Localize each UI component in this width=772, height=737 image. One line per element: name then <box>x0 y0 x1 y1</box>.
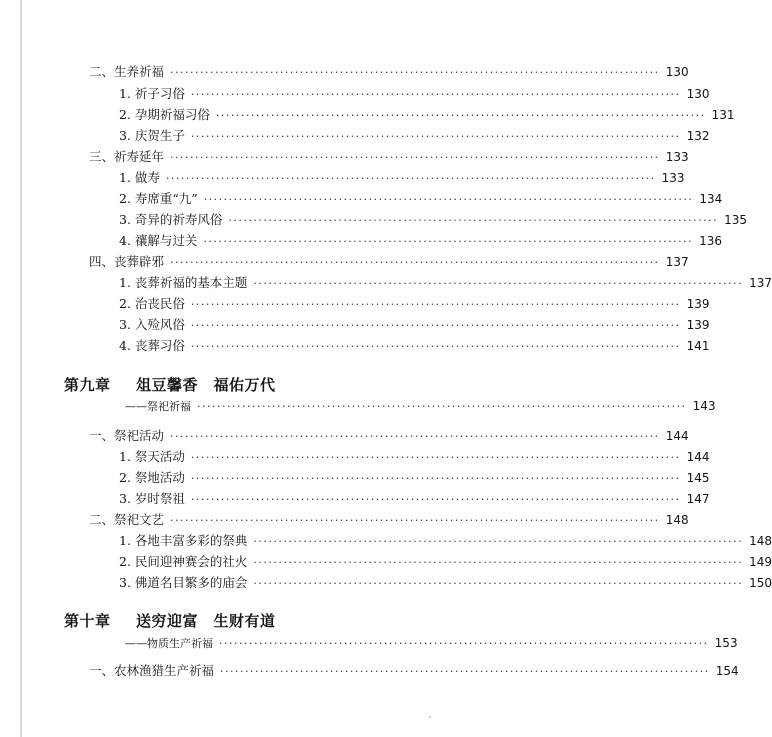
toc-entry-label: 2. 祭地活动 <box>119 470 185 485</box>
toc-entry[interactable] <box>119 491 710 508</box>
toc-entry-label: 四、丧葬辟邪 <box>89 254 165 269</box>
toc-entry-page: 153 <box>714 636 738 650</box>
toc-entry-label: 3. 奇异的祈寿风俗 <box>119 212 223 227</box>
toc-entry[interactable] <box>119 470 710 487</box>
dot-leader: ·································································································· <box>219 637 709 650</box>
toc-entry-page: 143 <box>692 399 716 413</box>
chapter-number: 第九章 <box>64 376 111 394</box>
dot-leader: ·································································································· <box>253 577 744 590</box>
toc-entry[interactable] <box>119 170 685 187</box>
toc-entry-label: 二、祭祀文艺 <box>89 512 165 527</box>
toc-entry[interactable] <box>89 64 689 81</box>
toc-entry[interactable] <box>119 212 747 229</box>
chapter-heading[interactable] <box>64 374 276 395</box>
toc-entry-label: 3. 庆贺生子 <box>119 128 185 143</box>
dot-leader: ·································································································· <box>203 235 694 248</box>
dot-leader: ·································································································· <box>170 151 660 164</box>
toc-entry-label: 2. 民间迎神赛会的社火 <box>119 554 248 569</box>
toc-entry-page: 130 <box>665 65 689 79</box>
toc-entry-page: 134 <box>699 192 723 206</box>
toc-entry[interactable] <box>89 254 689 271</box>
toc-entry-label: 1. 祈子习俗 <box>119 86 185 101</box>
dot-leader: ·································································································· <box>190 340 681 353</box>
toc-entry[interactable] <box>125 635 738 652</box>
toc-entry-label: 二、生养祈福 <box>89 64 165 79</box>
dot-leader: ·································································································· <box>190 130 681 143</box>
toc-entry[interactable] <box>89 512 689 529</box>
toc-entry-page: 145 <box>686 471 710 485</box>
dot-leader: ·································································································· <box>190 493 681 506</box>
dot-leader: ·································································································· <box>203 193 694 206</box>
dot-leader: ·································································································· <box>170 66 660 79</box>
scan-speck <box>429 716 431 718</box>
toc-entry-page: 144 <box>665 429 689 443</box>
toc-entry-label: 2. 孕期祈福习俗 <box>119 107 210 122</box>
chapter-heading[interactable] <box>64 610 276 631</box>
toc-entry[interactable] <box>119 191 723 208</box>
toc-entry[interactable] <box>119 107 735 124</box>
dot-leader: ·································································································· <box>215 109 706 122</box>
toc-entry[interactable] <box>119 296 710 313</box>
chapter-number: 第十章 <box>64 612 111 630</box>
toc-entry-label: 一、祭祀活动 <box>89 428 165 443</box>
page-edge <box>20 0 22 737</box>
toc-entry-page: 148 <box>749 534 772 548</box>
toc-entry[interactable] <box>119 233 722 250</box>
toc-entry-page: 131 <box>711 108 735 122</box>
toc-entry-page: 130 <box>686 87 710 101</box>
toc-entry[interactable] <box>119 317 710 334</box>
toc-entry[interactable] <box>119 554 772 571</box>
toc-entry-page: 148 <box>665 513 689 527</box>
toc-entry[interactable] <box>89 663 739 680</box>
toc-entry-label: 4. 禳解与过关 <box>119 233 198 248</box>
toc-entry-page: 139 <box>686 297 710 311</box>
toc-entry-page: 137 <box>665 255 689 269</box>
toc-entry-page: 154 <box>715 664 739 678</box>
toc-entry[interactable] <box>125 398 716 415</box>
toc-entry[interactable] <box>119 575 772 592</box>
toc-entry-label: 4. 丧葬习俗 <box>119 338 185 353</box>
toc-entry[interactable] <box>119 338 710 355</box>
dot-leader: ·································································································· <box>170 256 660 269</box>
toc-entry-label: 1. 各地丰富多彩的祭典 <box>119 533 248 548</box>
dot-leader: ·································································································· <box>170 430 660 443</box>
toc-entry-page: 144 <box>686 450 710 464</box>
toc-entry-page: 135 <box>724 213 747 227</box>
toc-entry-label: 2. 寿席重“九” <box>119 191 198 206</box>
toc-entry-label: 一、农林渔猎生产祈福 <box>89 663 215 678</box>
dot-leader: ·································································································· <box>253 556 744 569</box>
toc-entry-label: 3. 佛道名目繁多的庙会 <box>119 575 248 590</box>
dot-leader: ·································································································· <box>165 172 656 185</box>
dot-leader: ·································································································· <box>197 400 687 413</box>
dot-leader: ·································································································· <box>190 88 681 101</box>
toc-entry-page: 139 <box>686 318 710 332</box>
dot-leader: ·································································································· <box>253 277 744 290</box>
toc-entry[interactable] <box>119 275 772 292</box>
dot-leader: ·································································································· <box>190 319 681 332</box>
toc-entry[interactable] <box>119 86 710 103</box>
dot-leader: ·································································································· <box>228 214 719 227</box>
toc-entry-label: 1. 做寿 <box>119 170 160 185</box>
toc-entry-label: 3. 岁时祭祖 <box>119 491 185 506</box>
toc-entry-page: 137 <box>749 276 772 290</box>
toc-entry-label: 1. 丧葬祈福的基本主题 <box>119 275 248 290</box>
dot-leader: ·································································································· <box>253 535 744 548</box>
toc-entry-label: ——物质生产祈福 <box>125 637 213 650</box>
dot-leader: ·································································································· <box>220 665 710 678</box>
toc-entry-page: 150 <box>749 576 772 590</box>
toc-entry[interactable] <box>89 428 689 445</box>
toc-entry-label: 2. 治丧民俗 <box>119 296 185 311</box>
toc-entry-label: 3. 入殓风俗 <box>119 317 185 332</box>
dot-leader: ·································································································· <box>190 472 681 485</box>
toc-entry-page: 133 <box>661 171 685 185</box>
toc-entry-page: 136 <box>699 234 722 248</box>
toc-entry-label: ——祭祀祈福 <box>125 400 191 413</box>
toc-entry-label: 1. 祭天活动 <box>119 449 185 464</box>
toc-entry-page: 133 <box>665 150 689 164</box>
toc-entry[interactable] <box>89 149 689 166</box>
toc-entry-label: 三、祈寿延年 <box>89 149 165 164</box>
toc-entry[interactable] <box>119 449 710 466</box>
toc-entry[interactable] <box>119 533 772 550</box>
toc-entry-page: 141 <box>686 339 710 353</box>
toc-entry-page: 132 <box>686 129 710 143</box>
dot-leader: ·································································································· <box>190 298 681 311</box>
chapter-title: 俎豆馨香 福佑万代 <box>135 376 276 394</box>
toc-entry-page: 149 <box>749 555 772 569</box>
dot-leader: ·································································································· <box>170 514 660 527</box>
toc-entry-page: 147 <box>686 492 710 506</box>
chapter-title: 送穷迎富 生财有道 <box>135 612 276 630</box>
toc-entry[interactable] <box>119 128 710 145</box>
dot-leader: ·································································································· <box>190 451 681 464</box>
